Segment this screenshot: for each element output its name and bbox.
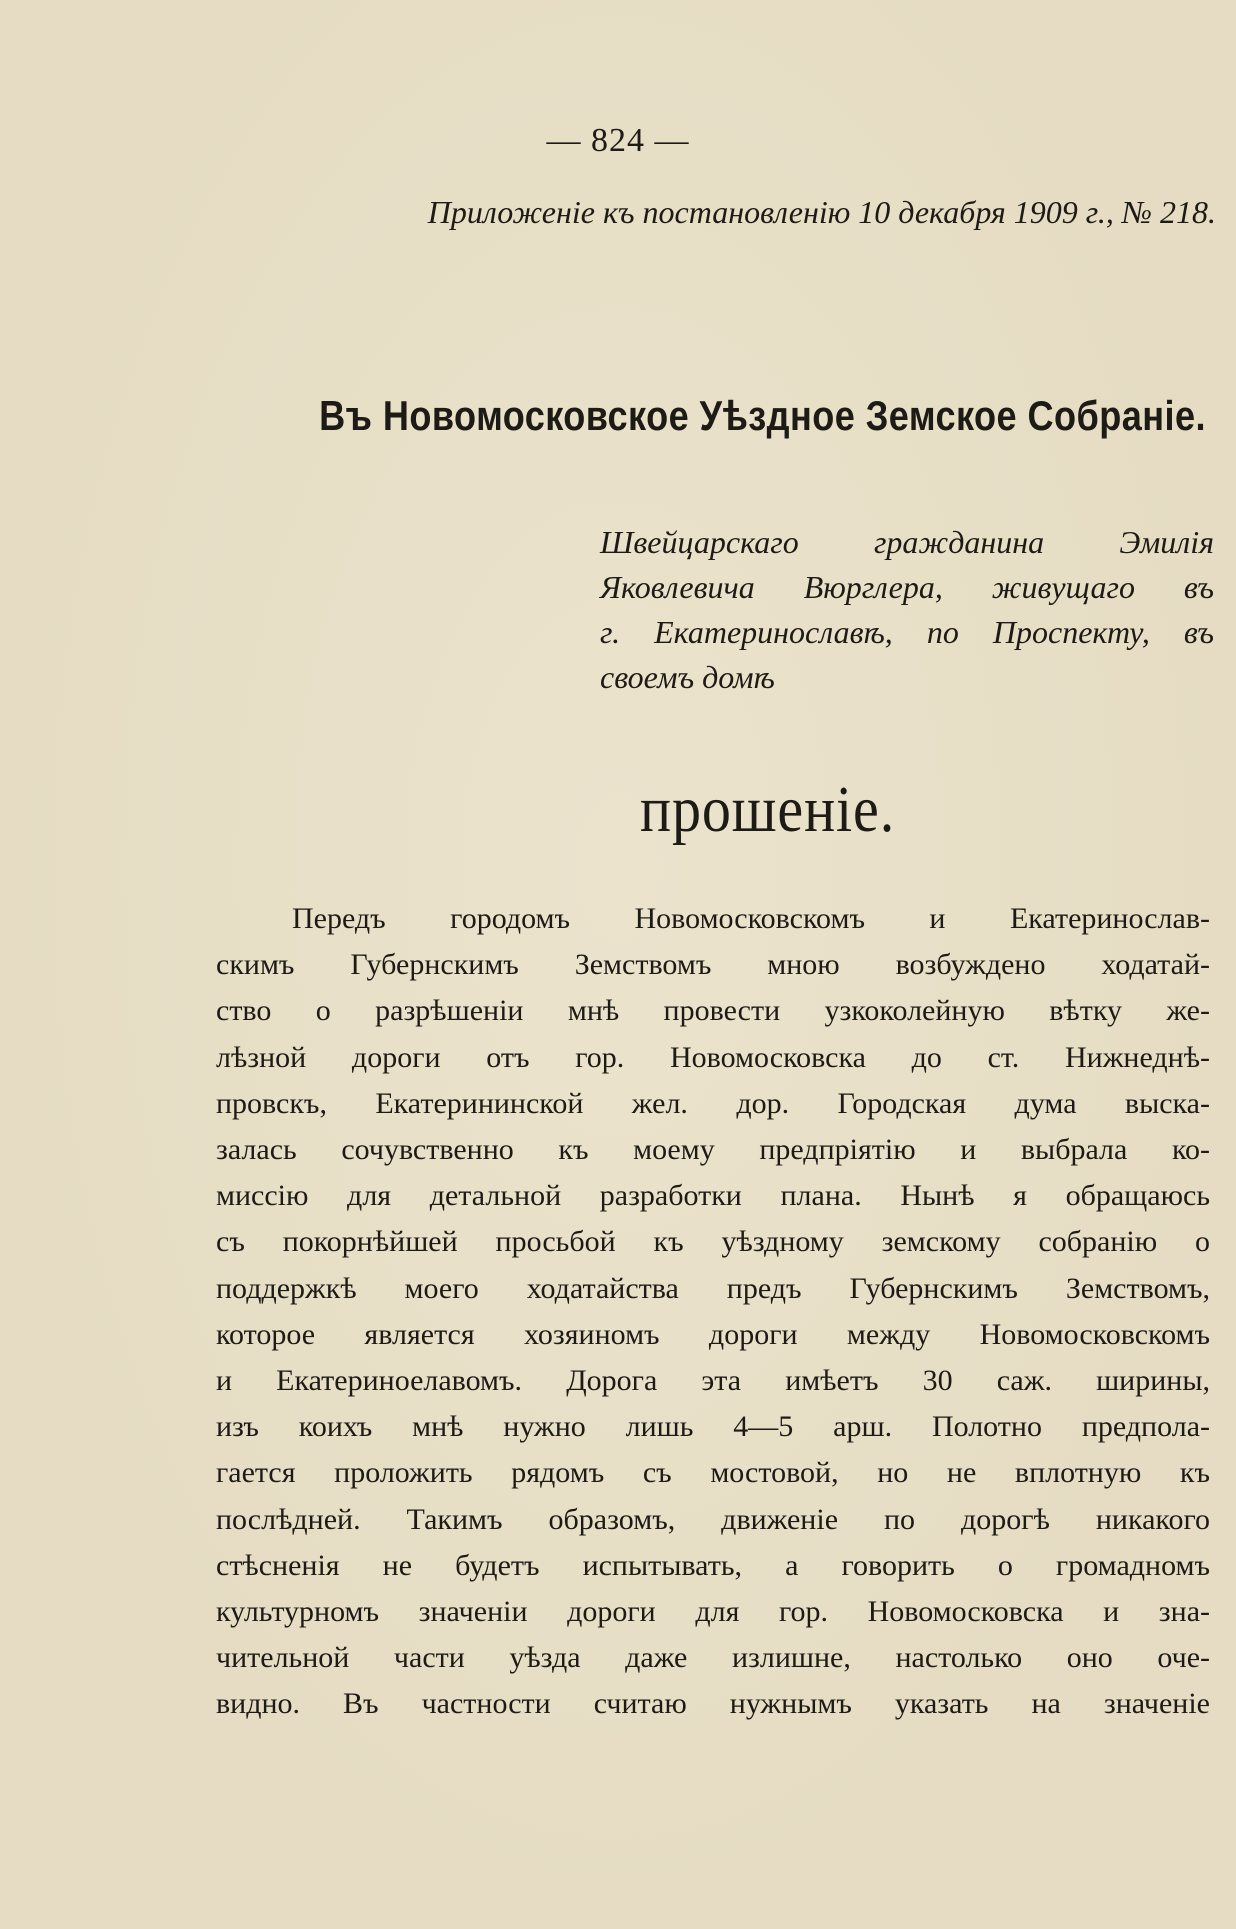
body-text: [216, 896, 1210, 1728]
page-number: — 824 —: [546, 122, 690, 159]
sender-line: своемъ домѣ: [600, 659, 775, 695]
sender-line: Швейцарскаго гражданина Эмилія: [600, 524, 1214, 560]
body-line: и Екатериноелавомъ. Дорога эта имѣетъ 30 саж. ширины,: [216, 1364, 1210, 1398]
body-line: видно. Въ частности считаю нужнымъ указать на значеніе: [216, 1687, 1210, 1721]
body-line: чительной части уѣзда даже излишне, настолько оно оче-: [216, 1641, 1210, 1675]
body-line: провскъ, Екатерининской жел. дор. Городская дума выска-: [216, 1086, 1210, 1120]
body-line: культурномъ значеніи дороги для гор. Новомосковска и зна-: [216, 1595, 1210, 1629]
body-line: лѣзной дороги отъ гор. Новомосковска до ст. Нижнеднѣ-: [216, 1040, 1210, 1074]
sender-line: г. Екатеринославѣ, по Проспекту, въ: [600, 614, 1214, 650]
body-line: гается проложить рядомъ съ мостовой, но не вплотную къ: [216, 1456, 1210, 1490]
addressee-heading: Въ Новомосковское Уѣздное Земское Собраніе.: [319, 392, 1206, 439]
body-line: скимъ Губернскимъ Земствомъ мною возбуждено ходатай-: [216, 948, 1210, 982]
body-line: Передъ городомъ Новомосковскомъ и Екатеринослав-: [292, 902, 1210, 935]
body-line: послѣдней. Такимъ образомъ, движеніе по дорогѣ никакого: [216, 1502, 1210, 1536]
body-line: изъ коихъ мнѣ нужно лишь 4—5 арш. Полотно предпола-: [216, 1410, 1210, 1444]
body-line: стѣсненія не будетъ испытывать, а говорить о громадномъ: [216, 1548, 1210, 1582]
body-line: поддержкѣ моего ходатайства предъ Губернскимъ Земствомъ,: [216, 1271, 1210, 1305]
sender-block: [600, 520, 1214, 700]
body-line: ство о разрѣшеніи мнѣ провести узкоколейную вѣтку же-: [216, 994, 1210, 1028]
body-line: миссію для детальной разработки плана. Нынѣ я обращаюсь: [216, 1179, 1210, 1213]
sender-line: Яковлевича Вюрглера, живущаго въ: [600, 569, 1214, 605]
document-title: прошеніе.: [640, 773, 896, 846]
body-line: залась сочувственно къ моему предпріятію и выбрала ко-: [216, 1133, 1210, 1167]
body-line: съ покорнѣйшей просьбой къ уѣздному земскому собранію о: [216, 1225, 1210, 1259]
appendix-note: Приложеніе къ постановленію 10 декабря 1909 г., № 218.: [427, 194, 1216, 230]
body-line: которое является хозяиномъ дороги между Новомосковскомъ: [216, 1317, 1210, 1351]
